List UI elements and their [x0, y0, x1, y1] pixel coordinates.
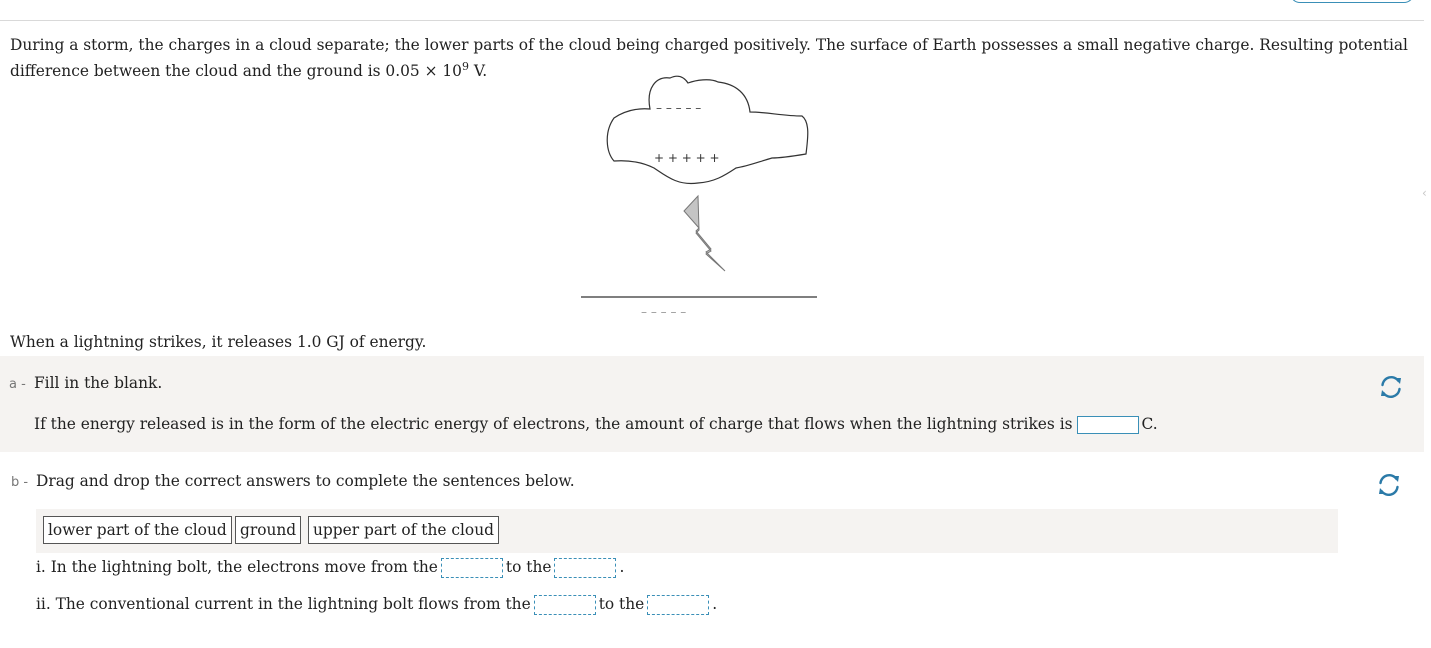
energy-statement: When a lightning strikes, it releases 1.0 GJ of energy. [10, 333, 427, 351]
sentence-2-end: . [712, 595, 718, 613]
charge-answer-input[interactable] [1077, 416, 1139, 434]
sentence-2 [36, 595, 717, 615]
part-a-question [34, 415, 1158, 434]
ground-charges: – – – – – [641, 305, 687, 319]
part-a-panel [0, 356, 1424, 452]
unit-label: C. [1141, 415, 1158, 433]
top-tab-button[interactable] [1290, 0, 1414, 3]
option-ground[interactable]: ground [235, 516, 301, 544]
refresh-icon[interactable] [1376, 472, 1402, 498]
cloud-outline [607, 76, 808, 183]
drop-zone-1a[interactable] [441, 558, 503, 578]
option-upper-part-of-the-cloud[interactable]: upper part of the cloud [308, 516, 499, 544]
lightning-bolt-icon [684, 196, 725, 271]
chevron-left-icon[interactable]: ‹ [1422, 186, 1427, 200]
drop-zone-2a[interactable] [534, 595, 596, 615]
lightning-figure [570, 70, 830, 320]
option-lower-part-of-the-cloud[interactable]: lower part of the cloud [43, 516, 232, 544]
sentence-1-middle: to the [505, 558, 552, 576]
part-a-question-text: If the energy released is in the form of the electric energy of electrons, the amount of charge that flows when the lightning strikes is [34, 415, 1073, 433]
refresh-icon[interactable] [1378, 374, 1404, 400]
cloud-top-charges: – – – – – [656, 101, 702, 115]
part-a-label: a - [9, 377, 26, 392]
intro-line-2-unit: V. [468, 62, 488, 81]
top-divider [0, 20, 1424, 21]
answer-bank [36, 509, 1338, 553]
sentence-1-end: . [619, 558, 625, 576]
part-b-label: b - [11, 475, 29, 490]
drop-zone-1b[interactable] [554, 558, 616, 578]
sentence-2-start: ii. The conventional current in the lightning bolt flows from the [36, 595, 531, 613]
drop-zone-2b[interactable] [647, 595, 709, 615]
sentence-2-middle: to the [598, 595, 645, 613]
sentence-1-start: i. In the lightning bolt, the electrons move from the [36, 558, 438, 576]
part-a-prompt: Fill in the blank. [34, 374, 163, 392]
intro-line-1: During a storm, the charges in a cloud separate; the lower parts of the cloud being charged positively. The surface of Earth possesses a small negative charge. Resulting potential [10, 36, 1408, 54]
cloud-bottom-charges: + + + + + [654, 151, 720, 165]
sentence-1 [36, 558, 624, 578]
exponent: 9 [461, 60, 469, 73]
intro-line-2-text: difference between the cloud and the ground is 0.05 × 10 [10, 62, 462, 81]
part-b-prompt: Drag and drop the correct answers to complete the sentences below. [36, 472, 575, 490]
